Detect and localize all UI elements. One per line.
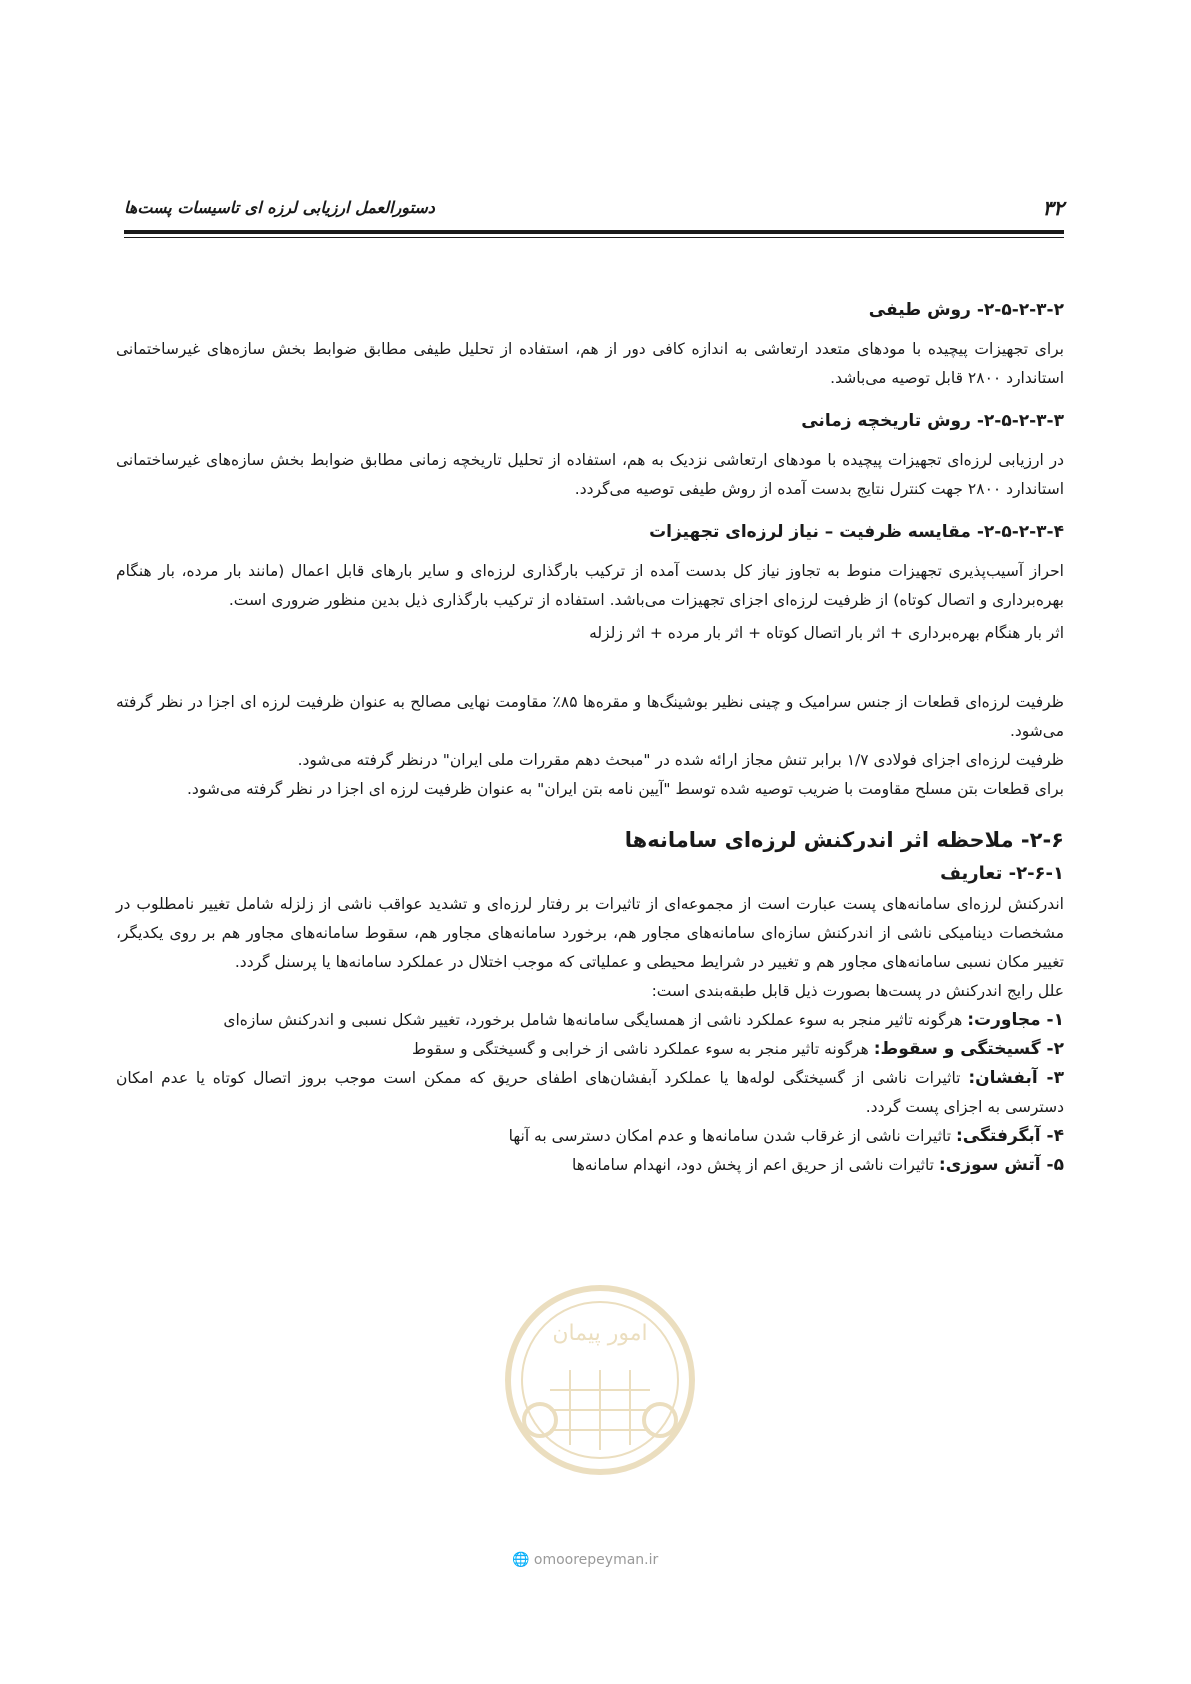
cause-label: ۱- مجاورت: xyxy=(967,1010,1064,1030)
watermark-url: 🌐 omoorepeyman.ir xyxy=(512,1552,659,1568)
watermark-url-text: omoorepeyman.ir xyxy=(533,1552,659,1568)
cause-text: هرگونه تاثیر منجر به سوء عملکرد ناشی از خرابی و گسیختگی و سقوط xyxy=(411,1040,874,1058)
section-title-time-history: ۲-۵-۲-۳-۳- روش تاریخچه زمانی xyxy=(801,411,1064,431)
section-title-capacity-demand: ۲-۵-۲-۳-۴- مقایسه ظرفیت – نیاز لرزه‌ای تجهیزات xyxy=(649,522,1064,542)
list-item xyxy=(116,1064,1064,1122)
cause-text: تاثیرات ناشی از حریق اعم از پخش دود، انهدام سامانه‌ها xyxy=(571,1156,939,1174)
cause-label: ۳- آبفشان: xyxy=(968,1068,1064,1088)
list-item xyxy=(116,1035,1064,1064)
paragraph-concrete-capacity: برای قطعات بتن مسلح مقاومت با ضریب توصیه شده توسط "آیین نامه بتن ایران" به عنوان ظرفیت لرزه ای اجزا در نظر گرفته می‌شود. xyxy=(187,780,1064,798)
header-rule xyxy=(124,230,1064,234)
cause-text: تاثیرات ناشی از غرقاب شدن سامانه‌ها و عدم امکان دسترسی به آنها xyxy=(508,1127,956,1145)
page-number: ۳۲ xyxy=(1042,196,1064,220)
cause-text: هرگونه تاثیر منجر به سوء عملکرد ناشی از همسایگی سامانه‌ها شامل برخورد، تغییر شکل نسبی و اندرکنش سازه‌ای xyxy=(223,1011,968,1029)
cause-text: تاثیرات ناشی از گسیختگی لوله‌ها یا عملکرد آبفشان‌های اطفای حریق که ممکن است موجب بروز اتصال کوتاه یا عدم امکان دسترسی به اجزای پست گردد. xyxy=(116,1069,1064,1116)
watermark-logo-icon xyxy=(500,1270,700,1520)
section-title-spectral: ۲-۵-۲-۳-۲- روش طیفی xyxy=(868,300,1064,320)
section-title-definitions: ۲-۶-۱- تعاریف xyxy=(940,863,1064,884)
cause-label: ۵- آتش سوزی: xyxy=(938,1155,1064,1175)
paragraph-ceramic-capacity: ظرفیت لرزه‌ای قطعات از جنس سرامیک و چینی نظیر بوشینگ‌ها و مقره‌ها ۸۵٪ مقاومت نهایی مصالح به عنوان ظرفیت لرزه ای اجزا در نظر گرفته می‌شود. xyxy=(116,693,1064,740)
page-body xyxy=(116,296,1064,1180)
list-item xyxy=(116,1006,1064,1035)
header-rule-thin xyxy=(124,237,1064,238)
paragraph-definitions: اندرکنش لرزه‌ای سامانه‌های پست عبارت است از مجموعه‌ای از تاثیرات بر رفتار لرزه‌ای و تشدید عواقب ناشی از زلزله شامل تغییر نامطلوب در مشخصات دینامیکی ناشی از اندرکنش سازه‌ای سامانه‌های مجاور هم، برخورد سامانه‌های مجاور هم، سقوط سامانه‌های مجاور هم بر روی یکدیگر، تغییر مکان نسبی سامانه‌های مجاور هم و تغییر در شرایط محیطی و عملیاتی که موجب اختلال در عملکرد سامانه‌ها یا پرسنل گردد. xyxy=(116,895,1064,971)
paragraph-time-history: در ارزیابی لرزه‌ای تجهیزات پیچیده با مودهای ارتعاشی نزدیک به هم، استفاده از تحلیل تاریخچه زمانی مطابق ضوابط بخش سازه‌های غیرساختمانی استاندارد ۲۸۰۰ جهت کنترل نتایج بدست آمده از روش طیفی توصیه می‌گردد. xyxy=(116,451,1064,498)
section-title-interaction: ۲-۶- ملاحظه اثر اندرکنش لرزه‌ای سامانه‌ها xyxy=(624,828,1064,852)
paragraph-causes-intro: علل رایج اندرکنش در پست‌ها بصورت ذیل قابل طبقه‌بندی است: xyxy=(651,982,1064,1000)
cause-label: ۲- گسیختگی و سقوط: xyxy=(873,1039,1064,1059)
paragraph-capacity-demand: احراز آسیب‌پذیری تجهیزات منوط به تجاوز نیاز کل بدست آمده از ترکیب بارگذاری لرزه‌ای و سایر بارهای قابل اعمال (مانند بار مرده، بار هنگام بهره‌برداری و اتصال کوتاه) از ظرفیت لرزه‌ای اجزای تجهیزات می‌باشد. استفاده از ترکیب بارگذاری ذیل بدین منظور ضروری است. xyxy=(116,562,1064,609)
running-title: دستورالعمل ارزیابی لرزه ای تاسیسات پست‌ها xyxy=(124,198,435,217)
watermark-logo-text: امور پیمان xyxy=(552,1321,648,1346)
list-item xyxy=(116,1122,1064,1151)
list-item xyxy=(116,1151,1064,1180)
paragraph-spectral: برای تجهیزات پیچیده با مودهای متعدد ارتعاشی به اندازه کافی دور از هم، استفاده از تحلیل طیفی مطابق ضوابط بخش سازه‌های غیرساختمانی استاندارد ۲۸۰۰ قابل توصیه می‌باشد. xyxy=(116,340,1064,387)
paragraph-steel-capacity: ظرفیت لرزه‌ای اجزای فولادی ۱/۷ برابر تنش مجاز ارائه شده در "مبحث دهم مقررات ملی ایران" درنظر گرفته می‌شود. xyxy=(297,751,1064,769)
load-combination-formula: اثر بار هنگام بهره‌برداری + اثر بار اتصال کوتاه + اثر بار مرده + اثر زلزله xyxy=(589,624,1064,642)
page-header xyxy=(124,196,1064,226)
cause-label: ۴- آبگرفتگی: xyxy=(956,1126,1064,1146)
